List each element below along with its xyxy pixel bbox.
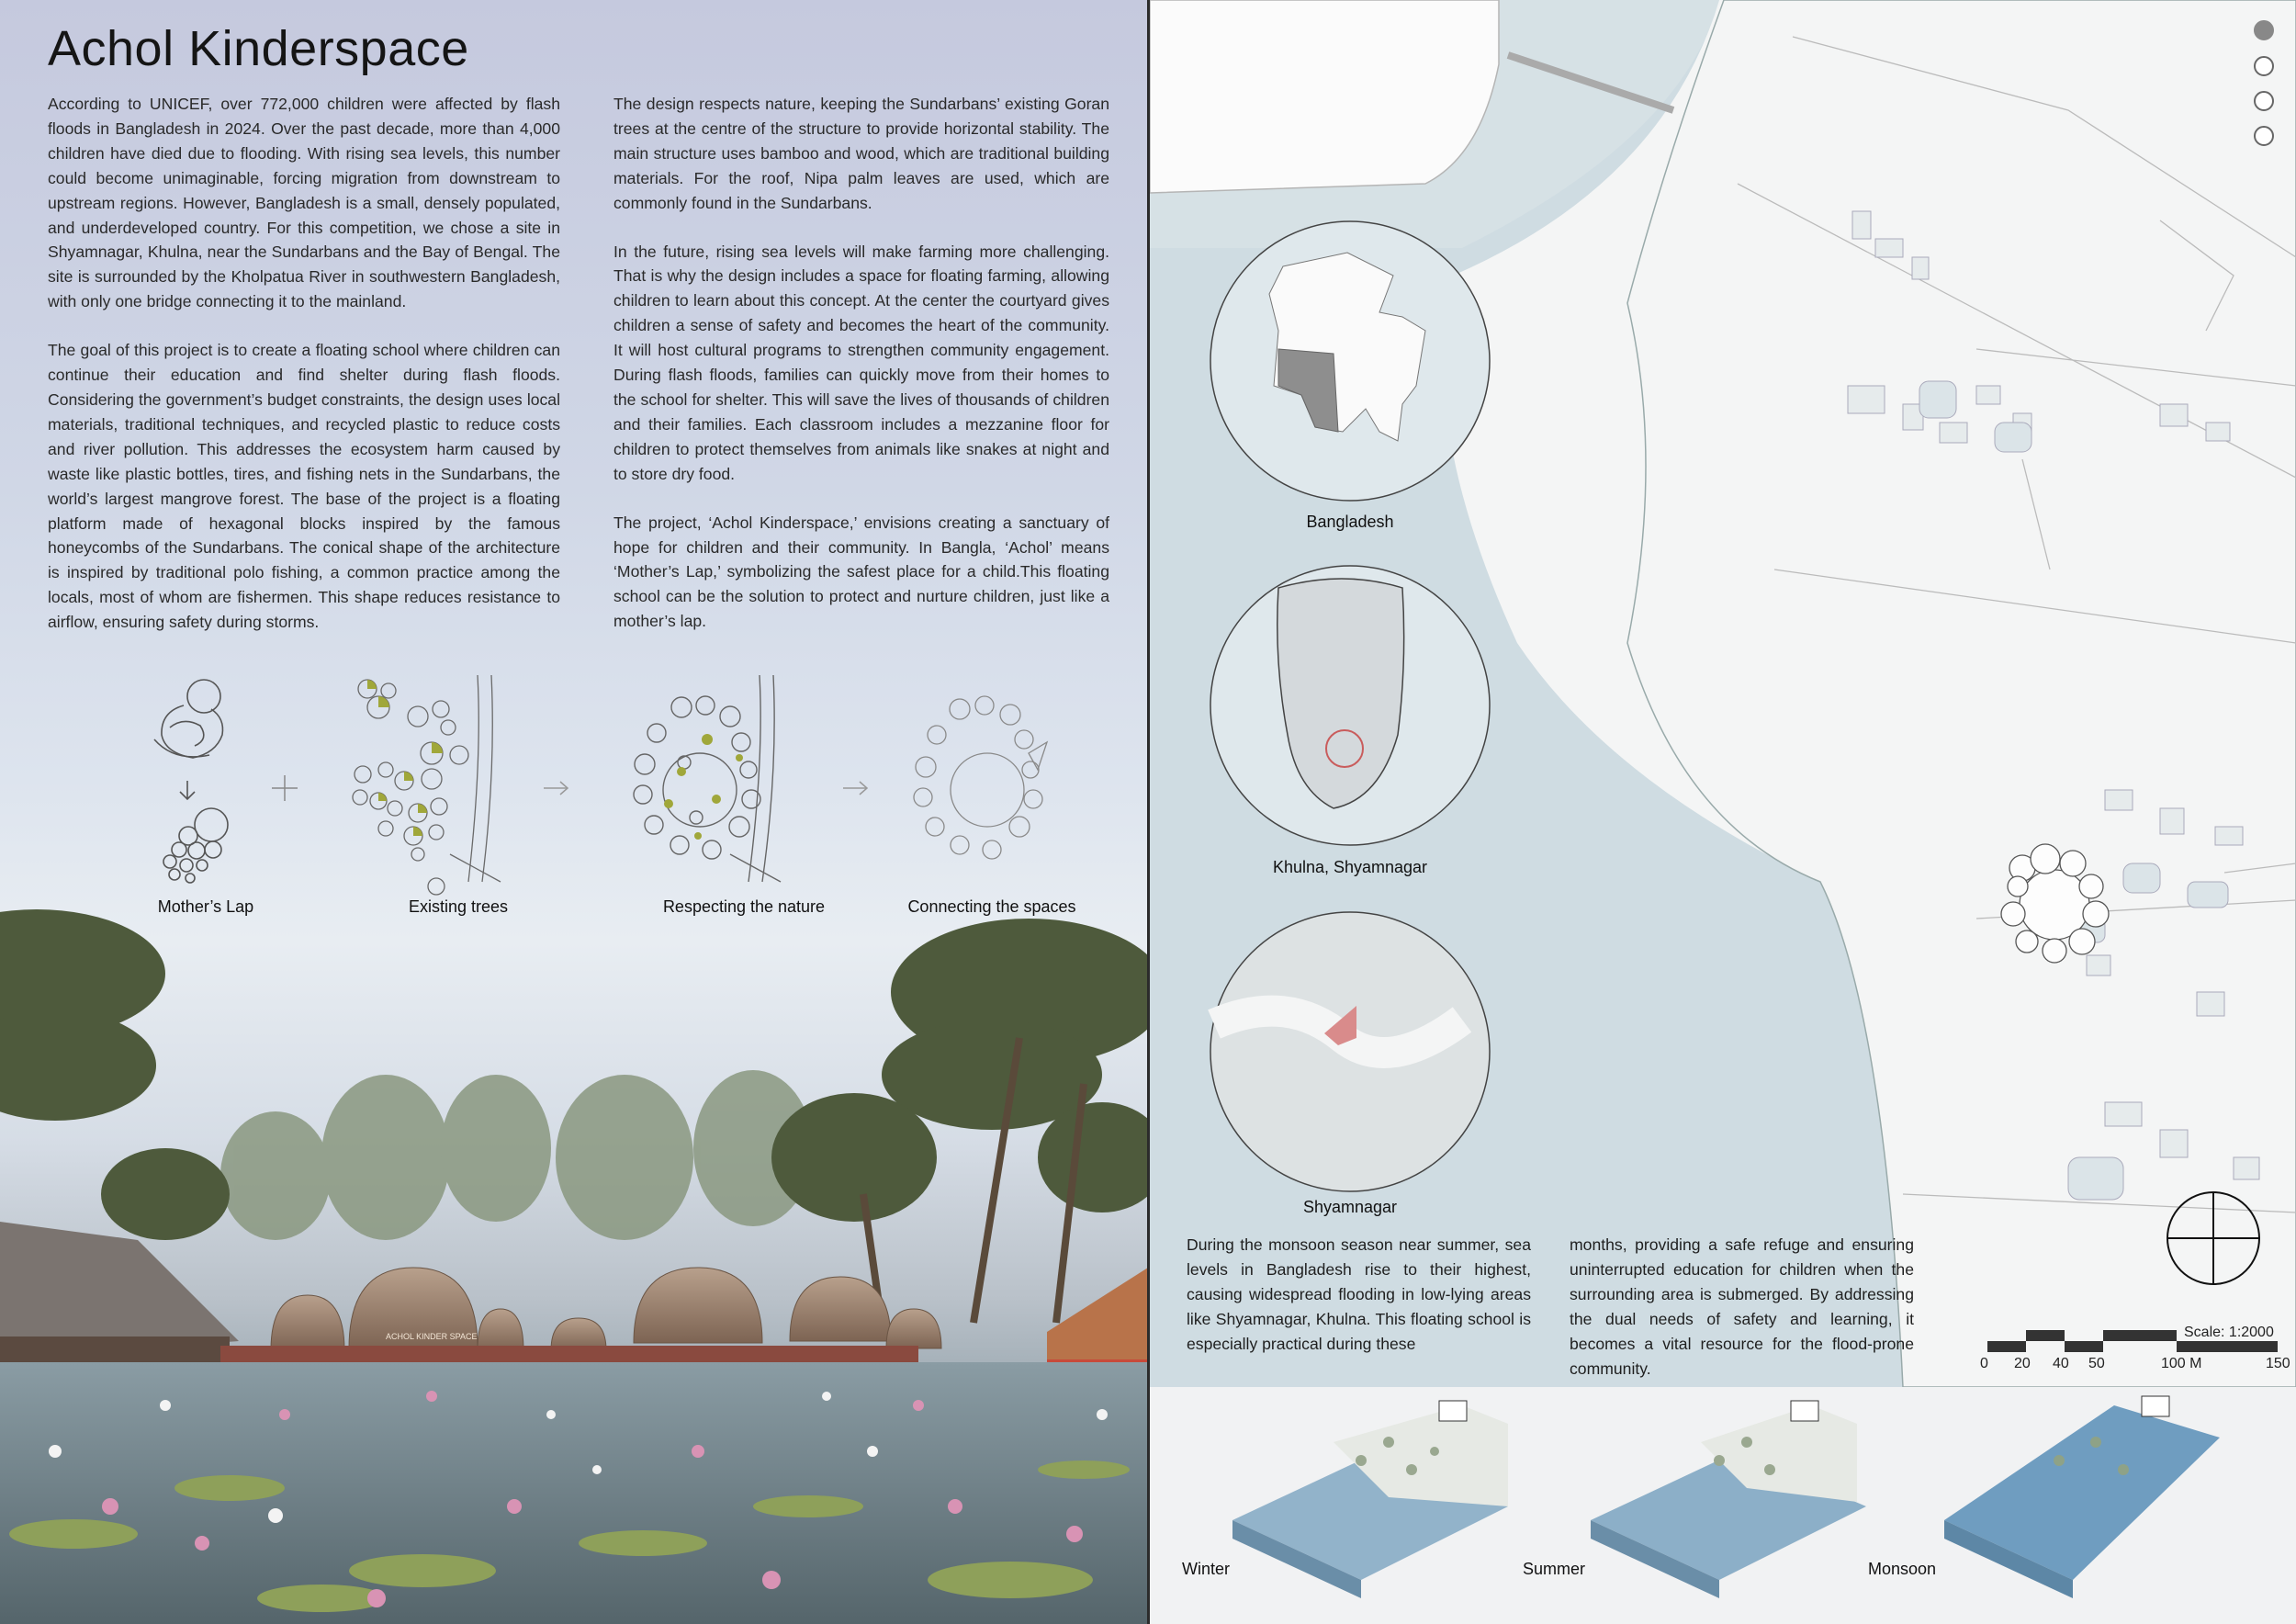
winter-section xyxy=(1232,1401,1508,1598)
monsoon-text-1: During the monsoon season near summer, sea levels in Bangladesh rise to their highest, causing widespread flooding in low-lying areas like Shyamnagar, Khulna. This floating school is especially practical during these xyxy=(1187,1235,1531,1353)
diagram-label-existing-trees: Existing trees xyxy=(408,897,509,916)
scale-tick-50: 50 xyxy=(2088,1356,2105,1371)
north-arrow-icon xyxy=(2167,1192,2259,1284)
scale-tick-100: 100 M xyxy=(2161,1356,2202,1371)
seasonal-sections xyxy=(1150,1387,2296,1624)
arrow-right-icon xyxy=(544,782,568,795)
goal-paragraph: The goal of this project is to create a floating school where children can continue their education and find shelter during flash floods. Considering the government’s budget constraints, the design uses local materials, traditional techniques, and recycled plastic to reduce costs and river pollution. This addresses the ecosystem harm caused by waste like plastic bottles, tires, and fishing nets in the Sundarbans, the world’s largest mangrove forest. The base of the project is a floating platform made of hexagonal blocks inspired by the famous honeycombs of the Sundarbans. The conical shape of the architecture is inspired by traditional polo fishing, a common practice among the locals, most of whom are fishermen. This shape reduces resistance to airflow, ensuring safety during storms. xyxy=(48,341,560,632)
season-label-monsoon: Monsoon xyxy=(1868,1560,1937,1578)
diagram-label-respecting-nature: Respecting the nature xyxy=(662,897,826,916)
nature-paragraph: The design respects nature, keeping the Sundarbans’ existing Goran trees at the centre of the structure to provide horizontal stability. The main structure uses bamboo and wood, which are traditional building materials. For the roof, Nipa palm leaves are used, which are commonly found in the Sundarbans. xyxy=(613,95,1109,212)
pagination-dot-3[interactable] xyxy=(2254,91,2274,111)
locator-map-shyamnagar xyxy=(1210,912,1490,1191)
intro-paragraph: According to UNICEF, over 772,000 children were affected by flash floods in Bangladesh in 2024. Over the past decade, more than 4,000 children have died due to flooding. With rising sea levels, this number could become unimaginable, forcing migration from downstream to upstream regions. However, Bangladesh is a small, densely populated, and underdeveloped country. For this competition, we chose a site in Shyamnagar, Khulna, near the Sundarbans and the Bay of Bengal. The site is surrounded by the Kholpatua River in southwestern Bangladesh, with only one bridge connecting it to the mainland. xyxy=(48,95,560,311)
text-column-1 xyxy=(48,92,560,659)
arrow-right-icon-2 xyxy=(843,782,867,795)
vision-paragraph: The project, ‘Achol Kinderspace,’ envisions creating a sanctuary of hope for children and their community. In Bangla, ‘Achol’ means ‘Mother’s Lap,’ symbolizing the safest place for a child.This floating school can be the solution to protect and nurture children, just like a mother’s lap. xyxy=(613,513,1109,631)
diagram-label-mothers-lap: Mother’s Lap xyxy=(157,897,254,916)
page-title: Achol Kinderspace xyxy=(48,21,469,76)
scale-tick-150: 150 xyxy=(2266,1356,2290,1371)
map-label-bangladesh: Bangladesh xyxy=(1306,513,1394,531)
diagram-label-connecting-spaces: Connecting the spaces xyxy=(907,897,1076,916)
locator-map-khulna xyxy=(1210,566,1490,845)
map-label-khulna: Khulna, Shyamnagar xyxy=(1272,858,1428,876)
scale-tick-20: 20 xyxy=(2014,1356,2031,1371)
seasonal-section-drawings xyxy=(1150,1387,2296,1624)
locator-map-bangladesh xyxy=(1210,221,1490,501)
background-trees xyxy=(220,1070,813,1240)
site-plan-map xyxy=(1150,0,2296,1387)
scale-tick-40: 40 xyxy=(2053,1356,2069,1371)
pagination-dot-2[interactable] xyxy=(2254,56,2274,76)
right-panel xyxy=(1150,0,2296,1624)
floating-platform xyxy=(220,1346,918,1362)
conical-pavilions xyxy=(271,1268,941,1350)
future-paragraph: In the future, rising sea levels will make farming more challenging. That is why the design includes a space for floating farming, allowing children to learn about this concept. At the center the courtyard gives children a sense of safety and becomes the heart of the community. It will host cultural programs to strengthen community engagement. During flash floods, families can quickly move from their homes to the school for shelter. This will save the lives of thousands of children and their families. Each classroom includes a mezzanine floor for children to protect themselves from animals like snakes at night and to store dry food. xyxy=(613,242,1109,483)
monsoon-section xyxy=(1944,1396,2220,1598)
scale-label: Scale: 1:2000 xyxy=(2184,1325,2274,1340)
exterior-render xyxy=(0,808,1148,1624)
plus-icon xyxy=(272,775,298,801)
season-label-summer: Summer xyxy=(1523,1560,1586,1578)
monsoon-text-2: months, providing a safe refuge and ensuring uninterrupted education for children when the surrounding area is submerged. By addressing the dual needs of safety and learning, it becomes a vital resource for the flood-prone community. xyxy=(1570,1235,1914,1378)
signage: ACHOL KINDER SPACE xyxy=(386,1332,478,1341)
pagination-dot-4[interactable] xyxy=(2254,126,2274,146)
mainland-parcel xyxy=(1150,0,1499,193)
text-column-2 xyxy=(613,92,1109,658)
scale-tick-0: 0 xyxy=(1980,1356,1988,1371)
map-label-shyamnagar: Shyamnagar xyxy=(1302,1198,1398,1216)
season-label-winter: Winter xyxy=(1182,1560,1231,1578)
summer-section xyxy=(1591,1401,1866,1598)
pagination-dot-1[interactable] xyxy=(2254,20,2274,40)
